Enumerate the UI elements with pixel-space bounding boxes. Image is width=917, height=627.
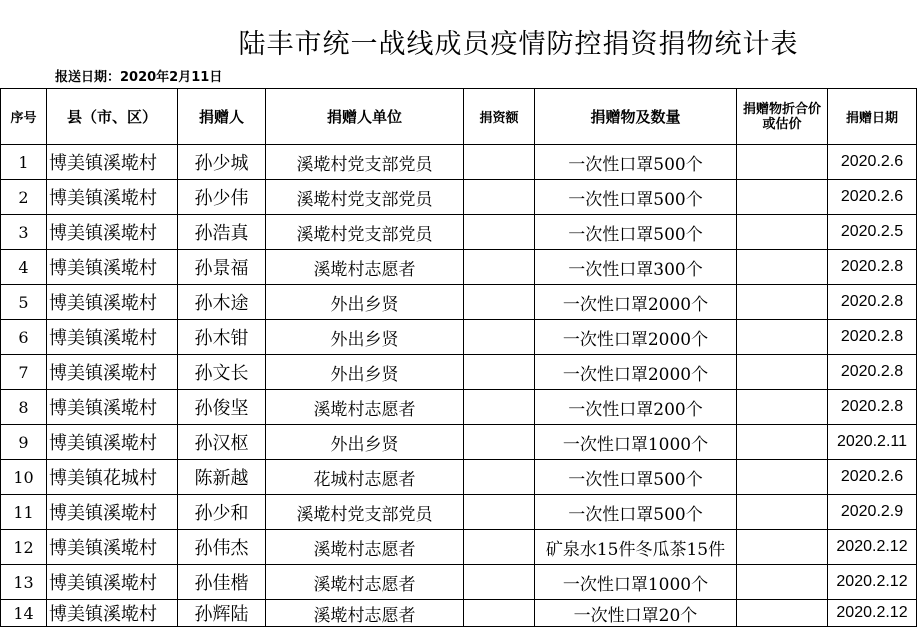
cell-donor: 孙木途 — [178, 285, 266, 320]
cell-donor: 孙少和 — [178, 495, 266, 530]
cell-date: 2020.2.11 — [828, 425, 917, 460]
cell-donor: 孙景福 — [178, 250, 266, 285]
cell-amount — [464, 250, 535, 285]
cell-value — [737, 180, 828, 215]
cell-county: 博美镇溪墘村 — [47, 600, 178, 627]
cell-date: 2020.2.12 — [828, 530, 917, 565]
page-title: 陆丰市统一战线成员疫情防控捐资捐物统计表 — [238, 29, 799, 60]
cell-donor: 陈新越 — [178, 460, 266, 495]
cell-value — [737, 145, 828, 180]
cell-unit: 溪墘村党支部党员 — [266, 145, 464, 180]
cell-seq: 14 — [1, 600, 47, 627]
header-unit: 捐赠人单位 — [266, 89, 464, 145]
cell-seq: 4 — [1, 250, 47, 285]
cell-unit: 外出乡贤 — [266, 425, 464, 460]
donation-table — [0, 88, 917, 627]
cell-value — [737, 285, 828, 320]
table-row — [1, 145, 917, 180]
table-row — [1, 460, 917, 495]
cell-items: 一次性口罩1000个 — [535, 565, 737, 600]
cell-county: 博美镇溪墘村 — [47, 390, 178, 425]
cell-unit: 外出乡贤 — [266, 285, 464, 320]
cell-unit: 溪墘村志愿者 — [266, 565, 464, 600]
cell-date: 2020.2.12 — [828, 565, 917, 600]
cell-items: 一次性口罩500个 — [535, 460, 737, 495]
cell-county: 博美镇溪墘村 — [47, 320, 178, 355]
cell-items: 一次性口罩500个 — [535, 215, 737, 250]
cell-county: 博美镇溪墘村 — [47, 425, 178, 460]
cell-seq: 13 — [1, 565, 47, 600]
cell-county: 博美镇溪墘村 — [47, 530, 178, 565]
cell-donor: 孙辉陆 — [178, 600, 266, 627]
table-row — [1, 495, 917, 530]
cell-donor: 孙佳楷 — [178, 565, 266, 600]
cell-seq: 3 — [1, 215, 47, 250]
cell-donor: 孙木钳 — [178, 320, 266, 355]
header-amount: 捐资额 — [464, 89, 535, 145]
cell-county: 博美镇溪墘村 — [47, 495, 178, 530]
table-row — [1, 425, 917, 460]
cell-date: 2020.2.5 — [828, 215, 917, 250]
cell-date: 2020.2.8 — [828, 320, 917, 355]
table-row — [1, 215, 917, 250]
cell-items: 一次性口罩2000个 — [535, 355, 737, 390]
cell-items: 一次性口罩2000个 — [535, 285, 737, 320]
header-donor: 捐赠人 — [178, 89, 266, 145]
cell-unit: 溪墘村志愿者 — [266, 600, 464, 627]
table-row — [1, 320, 917, 355]
cell-date: 2020.2.9 — [828, 495, 917, 530]
cell-unit: 溪墘村志愿者 — [266, 250, 464, 285]
cell-amount — [464, 530, 535, 565]
cell-amount — [464, 180, 535, 215]
cell-amount — [464, 320, 535, 355]
cell-value — [737, 460, 828, 495]
cell-county: 博美镇溪墘村 — [47, 250, 178, 285]
cell-amount — [464, 285, 535, 320]
cell-unit: 溪墘村志愿者 — [266, 530, 464, 565]
cell-donor: 孙少伟 — [178, 180, 266, 215]
cell-seq: 2 — [1, 180, 47, 215]
table-row — [1, 285, 917, 320]
cell-date: 2020.2.6 — [828, 180, 917, 215]
header-county: 县（市、区） — [47, 89, 178, 145]
cell-amount — [464, 460, 535, 495]
cell-value — [737, 600, 828, 627]
cell-value — [737, 495, 828, 530]
cell-county: 博美镇溪墘村 — [47, 215, 178, 250]
cell-amount — [464, 495, 535, 530]
cell-amount — [464, 355, 535, 390]
cell-unit: 外出乡贤 — [266, 320, 464, 355]
cell-items: 一次性口罩500个 — [535, 180, 737, 215]
cell-county: 博美镇溪墘村 — [47, 285, 178, 320]
cell-date: 2020.2.6 — [828, 460, 917, 495]
cell-unit: 外出乡贤 — [266, 355, 464, 390]
cell-seq: 7 — [1, 355, 47, 390]
cell-donor: 孙伟杰 — [178, 530, 266, 565]
cell-amount — [464, 565, 535, 600]
cell-date: 2020.2.8 — [828, 355, 917, 390]
table-header-row — [1, 89, 917, 145]
table-row — [1, 390, 917, 425]
cell-items: 一次性口罩1000个 — [535, 425, 737, 460]
cell-date: 2020.2.8 — [828, 285, 917, 320]
cell-seq: 9 — [1, 425, 47, 460]
table-body — [1, 145, 917, 627]
cell-items: 一次性口罩500个 — [535, 145, 737, 180]
cell-donor: 孙少城 — [178, 145, 266, 180]
cell-donor: 孙俊坚 — [178, 390, 266, 425]
header-items: 捐赠物及数量 — [535, 89, 737, 145]
cell-amount — [464, 390, 535, 425]
cell-seq: 8 — [1, 390, 47, 425]
cell-value — [737, 250, 828, 285]
cell-donor: 孙汉枢 — [178, 425, 266, 460]
cell-seq: 5 — [1, 285, 47, 320]
cell-county: 博美镇溪墘村 — [47, 565, 178, 600]
cell-items: 一次性口罩200个 — [535, 390, 737, 425]
cell-value — [737, 355, 828, 390]
cell-items: 一次性口罩20个 — [535, 600, 737, 627]
cell-donor: 孙文长 — [178, 355, 266, 390]
cell-amount — [464, 215, 535, 250]
cell-county: 博美镇花城村 — [47, 460, 178, 495]
cell-value — [737, 320, 828, 355]
cell-date: 2020.2.6 — [828, 145, 917, 180]
cell-value — [737, 565, 828, 600]
cell-unit: 溪墘村党支部党员 — [266, 215, 464, 250]
cell-seq: 10 — [1, 460, 47, 495]
cell-seq: 12 — [1, 530, 47, 565]
cell-unit: 溪墘村党支部党员 — [266, 180, 464, 215]
header-value: 捐赠物折合价或估价 — [737, 89, 828, 145]
header-seq: 序号 — [1, 89, 47, 145]
table-row — [1, 250, 917, 285]
cell-value — [737, 530, 828, 565]
table-row — [1, 530, 917, 565]
cell-amount — [464, 145, 535, 180]
cell-amount — [464, 600, 535, 627]
cell-county: 博美镇溪墘村 — [47, 145, 178, 180]
cell-items: 一次性口罩2000个 — [535, 320, 737, 355]
cell-unit: 溪墘村志愿者 — [266, 390, 464, 425]
cell-county: 博美镇溪墘村 — [47, 355, 178, 390]
header-date: 捐赠日期 — [828, 89, 917, 145]
cell-items: 一次性口罩300个 — [535, 250, 737, 285]
cell-unit: 花城村志愿者 — [266, 460, 464, 495]
cell-date: 2020.2.12 — [828, 600, 917, 627]
table-row — [1, 355, 917, 390]
cell-donor: 孙浩真 — [178, 215, 266, 250]
cell-date: 2020.2.8 — [828, 390, 917, 425]
cell-items: 一次性口罩500个 — [535, 495, 737, 530]
table-row — [1, 600, 917, 627]
cell-seq: 11 — [1, 495, 47, 530]
cell-county: 博美镇溪墘村 — [47, 180, 178, 215]
cell-amount — [464, 425, 535, 460]
cell-value — [737, 425, 828, 460]
cell-date: 2020.2.8 — [828, 250, 917, 285]
cell-items: 矿泉水15件冬瓜茶15件 — [535, 530, 737, 565]
report-date: 报送日期：2020年2月11日 — [55, 70, 223, 85]
cell-unit: 溪墘村党支部党员 — [266, 495, 464, 530]
table-row — [1, 565, 917, 600]
cell-value — [737, 390, 828, 425]
cell-value — [737, 215, 828, 250]
cell-seq: 1 — [1, 145, 47, 180]
cell-seq: 6 — [1, 320, 47, 355]
table-row — [1, 180, 917, 215]
